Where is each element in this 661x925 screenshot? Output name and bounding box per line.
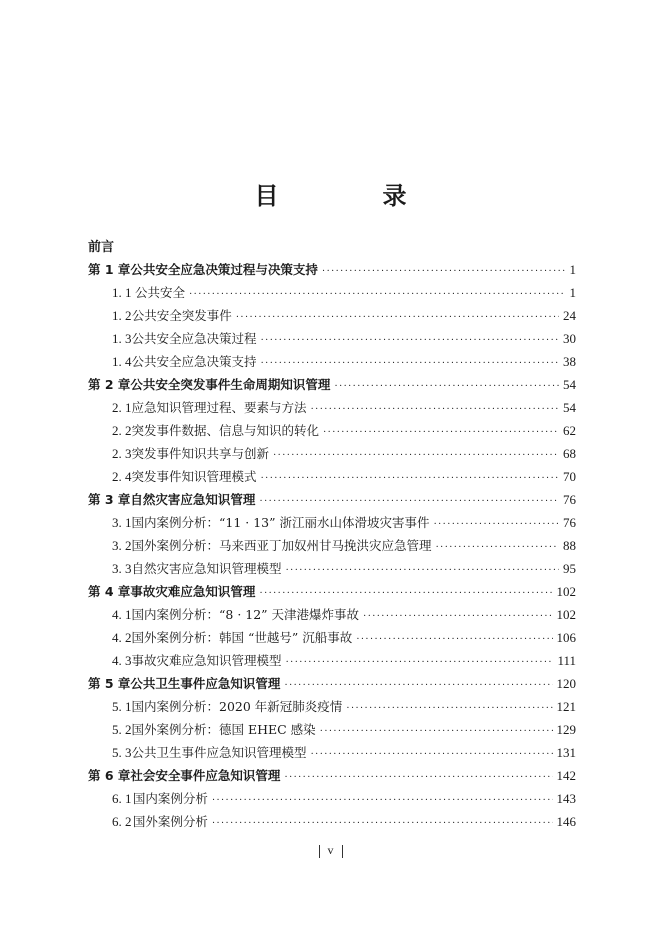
toc-section-entry[interactable] — [88, 511, 576, 534]
toc-leader-dots — [261, 467, 559, 490]
toc-section-entry[interactable] — [88, 649, 576, 672]
toc-entry-title: 公共安全应急决策过程 — [131, 331, 257, 346]
toc-leader-dots — [189, 283, 565, 306]
toc-page-number: 76 — [563, 492, 576, 507]
toc-page-number: 111 — [557, 653, 576, 668]
toc-page-number: 1 — [569, 262, 576, 277]
toc-leader-dots — [363, 605, 552, 628]
toc-section-entry[interactable] — [88, 557, 576, 580]
toc-page-number: 146 — [556, 814, 576, 829]
toc-entry-title: 应急知识管理过程、要素与方法 — [131, 400, 307, 415]
toc-entry-title: 突发事件知识管理模式 — [131, 469, 257, 484]
toc-entry-number: 1. 2 — [112, 308, 132, 323]
toc-page-number: 38 — [563, 354, 576, 369]
toc-section-entry[interactable] — [88, 419, 576, 442]
footer-right-bar — [342, 845, 343, 858]
toc-leader-dots — [212, 789, 553, 812]
toc-entry-number: 第 2 章 — [88, 377, 131, 392]
toc-entry-number: 4. 3 — [112, 653, 132, 668]
toc-section-entry[interactable] — [88, 626, 576, 649]
toc-entry-number: 2. 4 — [112, 469, 132, 484]
footer-page-number: v — [327, 843, 334, 857]
toc-chapter-entry[interactable] — [88, 580, 576, 603]
toc-page-number: 142 — [556, 768, 576, 783]
toc-chapter-entry[interactable] — [88, 258, 576, 281]
toc-page-number: 30 — [563, 331, 576, 346]
toc-page-number: 131 — [556, 745, 576, 760]
toc-section-entry[interactable] — [88, 695, 576, 718]
toc-entry-number: 3. 1 — [112, 515, 132, 530]
toc-entry-title: 公共卫生事件应急知识管理 — [130, 676, 281, 691]
toc-page-number: 95 — [563, 561, 576, 576]
toc-entry-title: 国内案例分析：2020 年新冠肺炎疫情 — [131, 699, 343, 714]
toc-page-number: 121 — [556, 699, 576, 714]
toc-page-number: 54 — [563, 377, 576, 392]
toc-entry-title: 国外案例分析：韩国 “世越号” 沉船事故 — [131, 630, 353, 645]
toc-page-number: 129 — [556, 722, 576, 737]
toc-page-number: 24 — [563, 308, 576, 323]
toc-leader-dots — [320, 720, 553, 743]
toc-entry-number: 3. 3 — [112, 561, 132, 576]
toc-section-entry[interactable] — [88, 603, 576, 626]
toc-leader-dots — [311, 398, 559, 421]
toc-leader-dots — [322, 260, 566, 283]
toc-leader-dots — [356, 628, 552, 651]
toc-chapter-entry[interactable] — [88, 373, 576, 396]
toc-entry-number: 第 1 章 — [88, 262, 131, 277]
toc-page-number: 88 — [563, 538, 576, 553]
toc-entry-title: 突发事件知识共享与创新 — [131, 446, 270, 461]
page-footer — [0, 843, 661, 858]
toc-entry-number: 1. 1 — [112, 285, 132, 300]
toc-entry-title: 国内案例分析：“8 · 12” 天津港爆炸事故 — [131, 607, 360, 622]
toc-entry-title: 公共安全应急决策支持 — [131, 354, 257, 369]
toc-entry-title: 突发事件数据、信息与知识的转化 — [131, 423, 320, 438]
toc-leader-dots — [273, 444, 559, 467]
toc-section-entry[interactable] — [88, 741, 576, 764]
toc-entry-number: 第 4 章 — [88, 584, 131, 599]
toc-chapter-entry[interactable] — [88, 488, 576, 511]
toc-entry-title: 公共安全 — [135, 285, 186, 300]
toc-page-number: 102 — [556, 584, 576, 599]
toc-leader-dots — [284, 674, 552, 697]
toc-entry-title: 国外案例分析：马来西亚丁加奴州甘马挽洪灾应急管理 — [131, 538, 432, 553]
toc-entry-number: 2. 2 — [112, 423, 132, 438]
toc-chapter-entry[interactable] — [88, 672, 576, 695]
toc-entry-title: 公共卫生事件应急知识管理模型 — [131, 745, 307, 760]
toc-leader-dots — [259, 582, 552, 605]
toc-entry-number: 2. 3 — [112, 446, 132, 461]
toc-leader-dots — [212, 812, 553, 835]
toc-entry-number: 1. 4 — [112, 354, 132, 369]
toc-section-entry[interactable] — [88, 787, 576, 810]
toc-entry-title: 国内案例分析 — [132, 791, 208, 806]
toc-page-number: 68 — [563, 446, 576, 461]
toc-leader-dots — [434, 513, 560, 536]
toc-entry-title: 国外案例分析 — [132, 814, 208, 829]
toc-section-entry[interactable] — [88, 718, 576, 741]
toc-entry-number: 第 5 章 — [88, 676, 131, 691]
toc-entry-number: 5. 3 — [112, 745, 132, 760]
toc-section-entry[interactable] — [88, 396, 576, 419]
toc-entry-number: 5. 1 — [112, 699, 132, 714]
toc-entry-number: 4. 1 — [112, 607, 132, 622]
toc-entry-title: 社会安全事件应急知识管理 — [130, 768, 281, 783]
table-of-contents — [88, 258, 576, 833]
toc-leader-dots — [346, 697, 552, 720]
toc-entry-number: 第 6 章 — [88, 768, 131, 783]
toc-entry-number: 4. 2 — [112, 630, 132, 645]
toc-entry-title: 公共安全突发事件 — [131, 308, 232, 323]
toc-entry-number: 2. 1 — [112, 400, 132, 415]
toc-chapter-entry[interactable] — [88, 764, 576, 787]
toc-entry-number: 第 3 章 — [88, 492, 131, 507]
toc-section-entry[interactable] — [88, 350, 576, 373]
toc-section-entry[interactable] — [88, 281, 576, 304]
toc-entry-title: 自然灾害应急知识管理模型 — [131, 561, 282, 576]
toc-page-number: 102 — [556, 607, 576, 622]
toc-section-entry[interactable] — [88, 327, 576, 350]
toc-entry-number: 3. 2 — [112, 538, 132, 553]
toc-leader-dots — [284, 766, 552, 789]
toc-entry-title: 国内案例分析：“11 · 13” 浙江丽水山体滑坡灾害事件 — [131, 515, 430, 530]
toc-leader-dots — [261, 329, 559, 352]
page-title: 目 录 — [254, 182, 447, 210]
toc-entry-number: 5. 2 — [112, 722, 132, 737]
toc-page-number: 54 — [563, 400, 576, 415]
toc-section-entry[interactable] — [88, 534, 576, 557]
toc-section-entry[interactable] — [88, 304, 576, 327]
toc-leader-dots — [323, 421, 559, 444]
toc-entry-title: 公共安全应急决策过程与决策支持 — [130, 262, 318, 277]
footer-left-bar — [319, 845, 320, 858]
toc-entry-number: 6. 1 — [112, 791, 132, 806]
toc-leader-dots — [436, 536, 559, 559]
toc-leader-dots — [334, 375, 559, 398]
toc-entry-title: 事故灾难应急知识管理模型 — [131, 653, 282, 668]
toc-page-number: 143 — [556, 791, 576, 806]
toc-page-number: 120 — [556, 676, 576, 691]
toc-entry-title: 事故灾难应急知识管理 — [130, 584, 256, 599]
toc-page-number: 76 — [563, 515, 576, 530]
toc-entry-title: 国外案例分析：德国 EHEC 感染 — [131, 722, 316, 737]
toc-entry-title: 自然灾害应急知识管理 — [130, 492, 256, 507]
toc-entry-title: 公共安全突发事件生命周期知识管理 — [130, 377, 331, 392]
toc-entry-number: 6. 2 — [112, 814, 132, 829]
toc-section-entry[interactable] — [88, 465, 576, 488]
preface-entry[interactable]: 前言 — [88, 240, 115, 255]
toc-page-number: 106 — [556, 630, 576, 645]
toc-leader-dots — [311, 743, 553, 766]
toc-leader-dots — [286, 651, 554, 674]
toc-leader-dots — [261, 352, 559, 375]
toc-entry-number: 1. 3 — [112, 331, 132, 346]
toc-leader-dots — [259, 490, 559, 513]
toc-section-entry[interactable] — [88, 442, 576, 465]
toc-leader-dots — [236, 306, 559, 329]
toc-page-number: 70 — [563, 469, 576, 484]
toc-leader-dots — [286, 559, 559, 582]
toc-page-number: 62 — [563, 423, 576, 438]
toc-page-number: 1 — [569, 285, 576, 300]
toc-section-entry[interactable] — [88, 810, 576, 833]
